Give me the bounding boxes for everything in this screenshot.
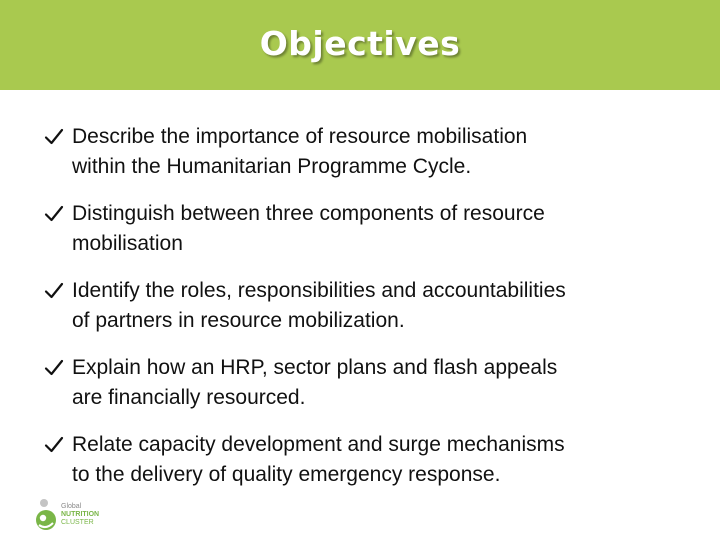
checkmark-icon [44,436,64,454]
logo-line-nutrition: NUTRITION [61,511,100,518]
nutrition-cluster-logo-icon [34,498,58,532]
objective-line-1: Relate capacity development and surge mechanisms [72,433,565,456]
objective-item [44,122,684,182]
objective-item [44,430,684,490]
global-nutrition-cluster-logo [34,498,99,532]
objective-line-2: of partners in resource mobilization. [72,309,405,332]
objective-line-2: to the delivery of quality emergency response. [72,463,501,486]
slide-title: Objectives [259,23,461,63]
checkmark-icon [44,359,64,377]
objective-line-1: Explain how an HRP, sector plans and flash appeals [72,356,558,379]
objective-item [44,353,684,413]
objective-line-2: are financially resourced. [72,386,306,409]
logo-text [61,503,99,527]
title-bar [0,0,720,90]
objective-item [44,276,684,336]
logo-line-cluster: CLUSTER [61,519,94,526]
objective-line-1: Identify the roles, responsibilities and accountabilities [72,279,566,302]
objective-line-2: mobilisation [72,232,183,255]
objective-line-1: Distinguish between three components of resource [72,202,545,225]
checkmark-icon [44,282,64,300]
objectives-list [44,122,684,507]
objective-item [44,199,684,259]
logo-line-global: Global [61,503,82,510]
checkmark-icon [44,205,64,223]
objective-line-2: within the Humanitarian Programme Cycle. [72,155,472,178]
objective-line-1: Describe the importance of resource mobilisation [72,125,528,148]
checkmark-icon [44,128,64,146]
